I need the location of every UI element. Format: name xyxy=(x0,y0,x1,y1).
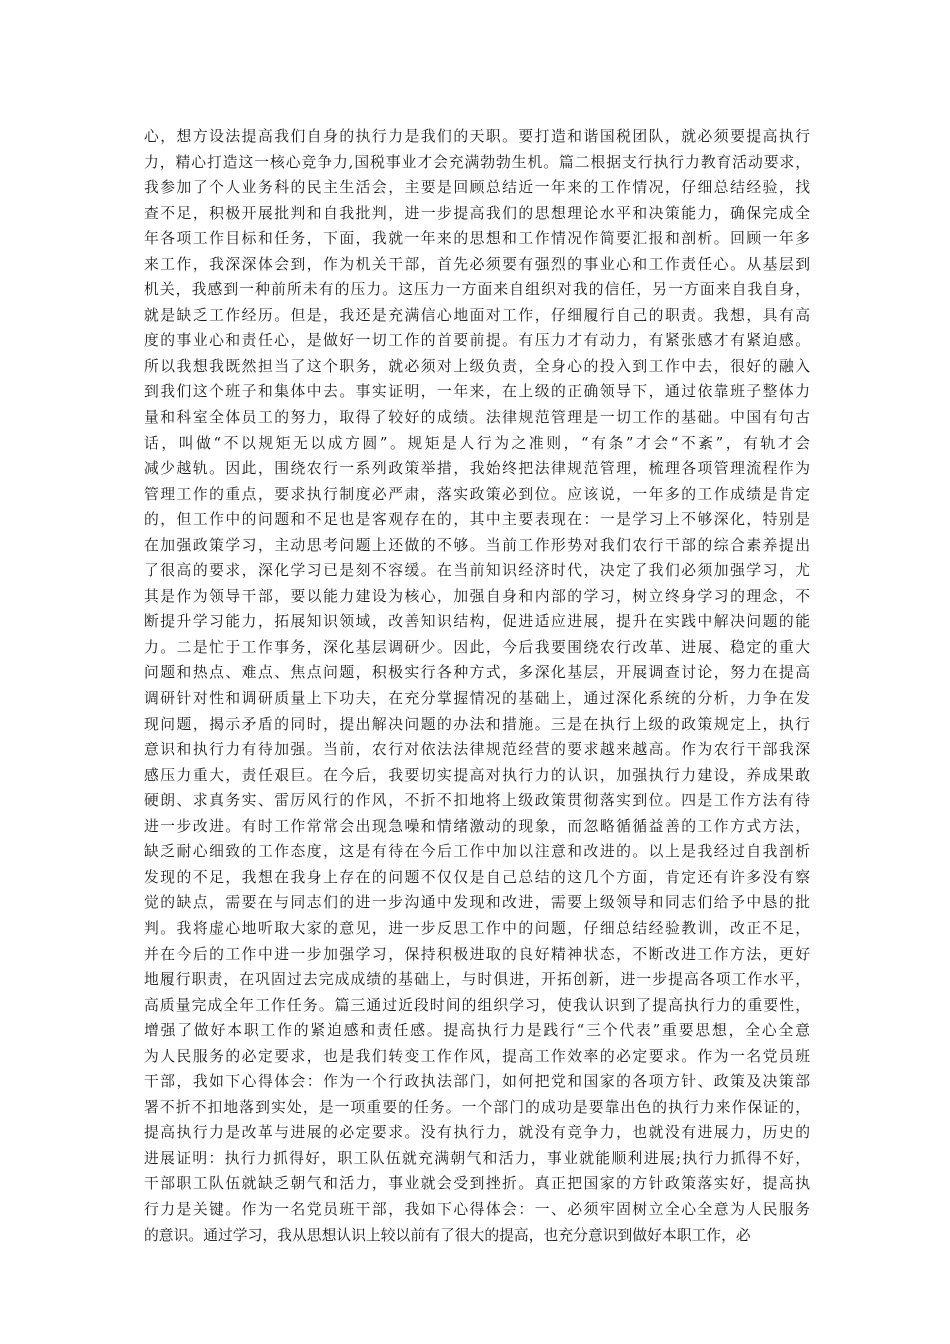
text-line: 其是作为领导干部，要以能力建设为核心，加强自身和内部的学习，树立终身学习的理念，不 xyxy=(144,587,810,605)
text-line: 的意识。通过学习，我从思想认识上较以前有了很大的提高，也充分意识到做好本职工作，必 xyxy=(144,1226,751,1244)
text-line: 管理工作的重点，要求执行制度必严肃，落实政策必到位。应该说，一年多的工作成绩是肯定 xyxy=(144,485,810,503)
text-line: 意识和执行力有待加强。当前，农行对依法法律规范经营的要求越来越高。作为农行干部我深 xyxy=(144,741,810,759)
text-line: 了很高的要求，深化学习已是刻不容缓。在当前知识经济时代，决定了我们必须加强学习，尤 xyxy=(144,562,810,580)
text-line: 进一步改进。有时工作常常会出现急噪和情绪激动的现象，而忽略循循益善的工作方式方法， xyxy=(144,817,810,835)
text-line: 干部，我如下心得体会：作为一个行政执法部门，如何把党和国家的各项方针、政策及决策部 xyxy=(144,1073,810,1091)
text-line: 查不足，积极开展批判和自我批判，进一步提高我们的思想理论水平和决策能力，确保完成全 xyxy=(144,204,810,222)
text-line: 我参加了个人业务科的民主生活会，主要是回顾总结近一年来的工作情况，仔细总结经验，找 xyxy=(144,179,810,197)
text-line: 到我们这个班子和集体中去。事实证明，一年来，在上级的正确领导下，通过依靠班子整体力 xyxy=(144,383,810,401)
text-line: 干部职工队伍就缺乏朝气和活力，事业就会受到挫折。真正把国家的方针政策落实好，提高执 xyxy=(144,1175,810,1193)
text-line: 的，但工作中的问题和不足也是客观存在的，其中主要表现在：一是学习上不够深化，特别是 xyxy=(144,511,810,529)
text-line: 度的事业心和责任心，是做好一切工作的首要前提。有压力才有动力，有紧张感才有紧迫感。 xyxy=(144,332,810,350)
text-line: 为人民服务的必定要求，也是我们转变工作作风，提高工作效率的必定要求。作为一名党员班 xyxy=(144,1047,810,1065)
text-line: 署不折不扣地落到实处，是一项重要的任务。一个部门的成功是要靠出色的执行力来作保证的， xyxy=(144,1098,810,1116)
text-line: 量和科室全体员工的努力，取得了较好的成绩。法律规范管理是一切工作的基础。中国有句古 xyxy=(144,409,810,427)
text-line: 感压力重大，责任艰巨。在今后，我要切实提高对执行力的认识，加强执行力建设，养成果敢 xyxy=(144,766,810,784)
body-text xyxy=(144,124,810,1248)
text-line: 地履行职责，在巩固过去完成成绩的基础上，与时俱进，开拓创新，进一步提高各项工作水平， xyxy=(144,971,810,989)
text-line: 年各项工作目标和任务，下面，我就一年来的思想和工作情况作简要汇报和剖析。回顾一年多 xyxy=(144,230,810,248)
text-line: 并在今后的工作中进一步加强学习，保持积极进取的良好精神状态，不断改进工作方法，更好 xyxy=(144,945,810,963)
text-line: 机关，我感到一种前所未有的压力。这压力一方面来自组织对我的信任，另一方面来自我自身， xyxy=(144,281,810,299)
text-line: 高质量完成全年工作任务。篇三通过近段时间的组织学习，使我认识到了提高执行力的重要性， xyxy=(144,996,810,1014)
text-line: 问题和热点、难点、焦点问题，积极实行各种方式，多深化基层，开展调查讨论，努力在提高 xyxy=(144,664,810,682)
text-line: 判。我将虚心地听取大家的意见，进一步反思工作中的问题，仔细总结经验教训，改正不足， xyxy=(144,919,810,937)
text-line: 减少越轨。因此，围绕农行一系列政策举措，我始终把法律规范管理，梳理各项管理流程作为 xyxy=(144,460,810,478)
text-line: 力。二是忙于工作事务，深化基层调研少。因此，今后我要围绕农行改革、进展、稳定的重大 xyxy=(144,638,810,656)
text-line: 增强了做好本职工作的紧迫感和责任感。提高执行力是践行“三个代表”重要思想，全心全意 xyxy=(144,1022,810,1040)
text-line: 断提升学习能力，拓展知识领域，改善知识结构，促进适应进展，提升在实践中解决问题的能 xyxy=(144,613,810,631)
text-line: 觉的缺点，需要在与同志们的进一步沟通中发现和改进，需要上级领导和同志们给予中恳的批 xyxy=(144,894,810,912)
text-line: 硬朗、求真务实、雷厉风行的作风，不折不扣地将上级政策贯彻落实到位。四是工作方法有待 xyxy=(144,792,810,810)
text-line: 所以我想我既然担当了这个职务，就必须对上级负责，全身心的投入到工作中去，很好的融入 xyxy=(144,357,810,375)
text-line: 现问题，揭示矛盾的同时，提出解决问题的办法和措施。三是在执行上级的政策规定上，执行 xyxy=(144,715,810,733)
text-line: 力，精心打造这一核心竞争力,国税事业才会充满勃勃生机。篇二根据支行执行力教育活动要求， xyxy=(144,153,810,171)
text-line: 话，叫做“不以规矩无以成方圆”。规矩是人行为之准则，“有条”才会“不紊”，有轨才会 xyxy=(144,434,810,452)
text-line: 发现的不足，我想在我身上存在的问题不仅仅是自己总结的这几个方面，肯定还有许多没有察 xyxy=(144,868,810,886)
text-line: 进展证明：执行力抓得好，职工队伍就充满朝气和活力，事业就能顺利进展;执行力抓得不好， xyxy=(144,1149,810,1167)
text-line: 提高执行力是改革与进展的必定要求。没有执行力，就没有竞争力，也就没有进展力，历史的 xyxy=(144,1124,810,1142)
text-line: 缺乏耐心细致的工作态度，这是有待在今后工作中加以注意和改进的。以上是我经过自我剖析 xyxy=(144,843,810,861)
text-line: 心，想方设法提高我们自身的执行力是我们的天职。要打造和谐国税团队，就必须要提高执行 xyxy=(144,128,810,145)
text-line: 来工作，我深深体会到，作为机关干部，首先必须要有强烈的事业心和工作责任心。从基层到 xyxy=(144,255,810,273)
text-line: 行力是关键。作为一名党员班干部，我如下心得体会：一、必须牢固树立全心全意为人民服务 xyxy=(144,1200,810,1218)
text-line: 在加强政策学习，主动思考问题上还做的不够。当前工作形势对我们农行干部的综合素养提出 xyxy=(144,536,810,554)
text-line: 就是缺乏工作经历。但是，我还是充满信心地面对工作，仔细履行自己的职责。我想，具有高 xyxy=(144,306,810,324)
text-line: 调研针对性和调研质量上下功夫，在充分掌握情况的基础上，通过深化系统的分析，力争在发 xyxy=(144,690,810,708)
